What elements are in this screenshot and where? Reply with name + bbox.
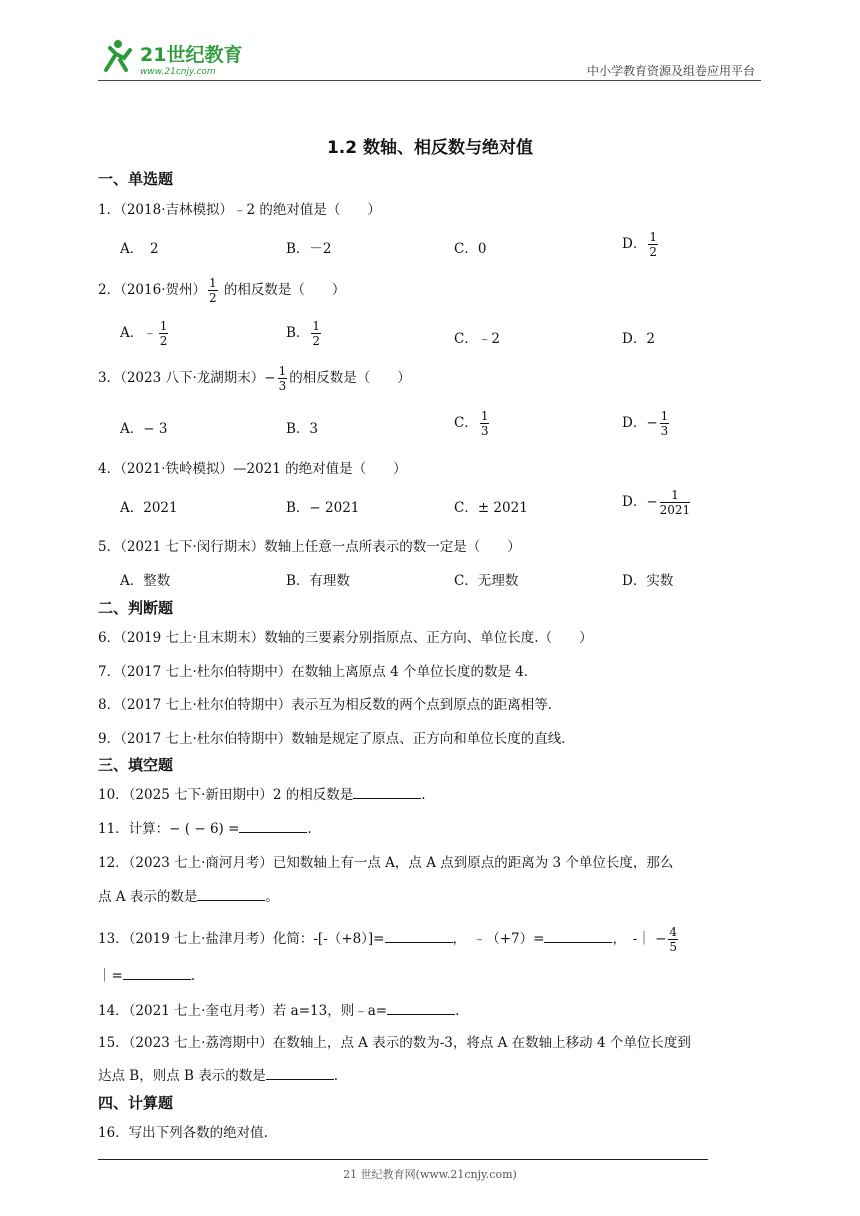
q5-option-d: D．实数 — [622, 573, 674, 589]
fraction — [660, 410, 670, 437]
q4-option-d — [622, 489, 692, 516]
numerator: 1 — [480, 409, 489, 423]
q1-option-d — [622, 231, 660, 258]
question-4: 4．（2021·铁岭模拟）—2021 的绝对值是（ ） — [98, 461, 407, 477]
fraction — [208, 277, 218, 304]
answer-blank[interactable] — [239, 820, 307, 833]
fraction — [648, 231, 658, 258]
fraction — [668, 926, 678, 953]
q3-suffix: 的相反数是（ ） — [289, 370, 411, 386]
fraction — [311, 320, 321, 347]
question-10: 10．（2025 七下·新田期中）2 的相反数是 . — [98, 787, 426, 803]
denominator: 2 — [312, 334, 321, 348]
q10-text: 10．（2025 七下·新田期中）2 的相反数是 — [98, 787, 354, 803]
question-7: 7．（2017 七上·杜尔伯特期中）在数轴上离原点 4 个单位长度的数是 4． — [98, 664, 538, 680]
q2-option-a-label: A．﹣ — [120, 325, 157, 341]
section-heading: 一、单选题 — [98, 170, 174, 188]
logo-url: www.21cnjy.com — [140, 67, 216, 77]
page-title: 1.2 数轴、相反数与绝对值 — [326, 138, 534, 158]
fraction — [278, 365, 288, 392]
q2-prefix: 2．（2016·贺州） — [98, 282, 206, 298]
q13-text-2: ， ﹣（+7）= — [452, 931, 545, 947]
question-13-cont: ｜= . — [98, 968, 196, 984]
q12-text: 点 A 表示的数是 — [98, 889, 198, 905]
denominator: 2 — [649, 245, 657, 259]
numerator: 1 — [649, 230, 657, 244]
question-1: 1．（2018·吉林模拟）﹣2 的绝对值是（ ） — [98, 202, 381, 218]
q2-option-d: D．2 — [622, 331, 655, 347]
question-12: 12．（2023 七上·商河月考）已知数轴上有一点 A，点 A 点到原点的距离为 3 个单位长度，那么 — [98, 855, 674, 871]
q3-option-d-label: D．− — [622, 415, 658, 431]
numerator: 1 — [312, 319, 321, 333]
q4-option-b: B．− 2021 — [286, 500, 360, 516]
header-divider — [98, 80, 761, 81]
q3-option-d — [622, 410, 671, 437]
denominator: 2 — [209, 291, 217, 305]
question-15: 15．（2023 七上·荔湾期中）在数轴上，点 A 表示的数为-3，将点 A 在数轴上移动 4 个单位长度到 — [98, 1035, 691, 1051]
question-16: 16．写出下列各数的绝对值. — [98, 1125, 268, 1141]
logo-text: 21世纪教育 — [140, 44, 243, 66]
q2-option-b-label: B． — [286, 325, 310, 341]
answer-blank[interactable] — [266, 1067, 334, 1080]
denominator: 5 — [669, 940, 678, 954]
section-heading: 三、填空题 — [98, 756, 174, 774]
q3-option-c-label: C． — [454, 415, 478, 431]
footer-text: 21 世纪教育网(www.21cnjy.com) — [343, 1168, 517, 1181]
answer-blank[interactable] — [387, 1002, 455, 1015]
q15-text: 达点 B，则点 B 表示的数是 — [98, 1068, 266, 1084]
fraction — [159, 320, 169, 347]
q3-prefix: 3．（2023 八下·龙湖期末）− — [98, 370, 276, 386]
q1-option-d-label: D． — [622, 236, 647, 252]
q3-option-c — [454, 410, 491, 437]
q5-option-c: C．无理数 — [454, 573, 519, 589]
answer-blank[interactable] — [544, 930, 612, 943]
header-platform-text: 中小学教育资源及组卷应用平台 — [586, 64, 755, 78]
denominator: 3 — [278, 379, 287, 393]
section-heading: 二、判断题 — [98, 599, 174, 617]
denominator: 2 — [159, 334, 168, 348]
question-2 — [98, 277, 345, 304]
answer-blank[interactable] — [123, 967, 191, 980]
numerator: 1 — [660, 409, 669, 423]
denominator: 3 — [480, 424, 489, 438]
answer-blank[interactable] — [353, 786, 421, 799]
denominator: 3 — [660, 424, 669, 438]
site-logo — [96, 36, 256, 78]
q5-option-b: B．有理数 — [286, 573, 350, 589]
question-9: 9．（2017 七上·杜尔伯特期中）数轴是规定了原点、正方向和单位长度的直线． — [98, 731, 575, 747]
numerator: 4 — [669, 925, 678, 939]
numerator: 1 — [209, 276, 217, 290]
q1-option-a: A． 2 — [120, 241, 159, 257]
q3-option-a: A．− 3 — [120, 421, 168, 437]
numerator: 1 — [159, 319, 168, 333]
footer-divider — [98, 1159, 708, 1160]
q13-text-3: ， -｜ − — [612, 931, 667, 947]
q2-option-b — [286, 320, 323, 347]
question-3 — [98, 365, 411, 392]
q11-text: 11．计算：− ( − 6) = — [98, 821, 240, 837]
section-heading: 四、计算题 — [98, 1094, 174, 1112]
q2-option-a — [120, 320, 170, 347]
q3-option-b: B．3 — [286, 421, 319, 437]
question-11: 11．计算：− ( − 6) = . — [98, 821, 312, 837]
q13-text-1: 13．（2019 七上·盐津月考）化简：-[-（+8）]= — [98, 931, 385, 947]
numerator: 1 — [278, 364, 287, 378]
q2-suffix: 的相反数是（ ） — [219, 282, 346, 298]
numerator: 1 — [660, 489, 691, 503]
question-12-cont: 点 A 表示的数是 。 — [98, 889, 279, 905]
denominator: 2021 — [659, 503, 691, 517]
answer-blank[interactable] — [197, 888, 265, 901]
question-6: 6．（2019 七上·且末期末）数轴的三要素分别指原点、正方向、单位长度.（ ） — [98, 630, 593, 646]
q2-option-c: C．﹣2 — [454, 331, 500, 347]
question-5: 5．（2021 七下·闵行期末）数轴上任意一点所表示的数一定是（ ） — [98, 539, 521, 555]
q1-option-c: C．0 — [454, 241, 487, 257]
q4-option-d-label: D．− — [622, 494, 658, 510]
question-8: 8．（2017 七上·杜尔伯特期中）表示互为相反数的两个点到原点的距离相等． — [98, 697, 562, 713]
question-15-cont: 达点 B，则点 B 表示的数是 . — [98, 1068, 339, 1084]
question-13 — [98, 926, 680, 953]
q5-option-a: A．整数 — [120, 573, 171, 589]
q14-text: 14．（2021 七上·奎屯月考）若 a=13，则﹣a= — [98, 1003, 388, 1019]
answer-blank[interactable] — [385, 930, 453, 943]
fraction — [660, 489, 691, 516]
question-14: 14．（2021 七上·奎屯月考）若 a=13，则﹣a= . — [98, 1003, 460, 1019]
q4-option-c: C．± 2021 — [454, 500, 528, 516]
fraction — [480, 410, 490, 437]
q1-option-b: B．－2 — [286, 241, 332, 257]
q4-option-a: A．2021 — [120, 500, 178, 516]
q13-text-4: ｜= — [98, 968, 123, 984]
